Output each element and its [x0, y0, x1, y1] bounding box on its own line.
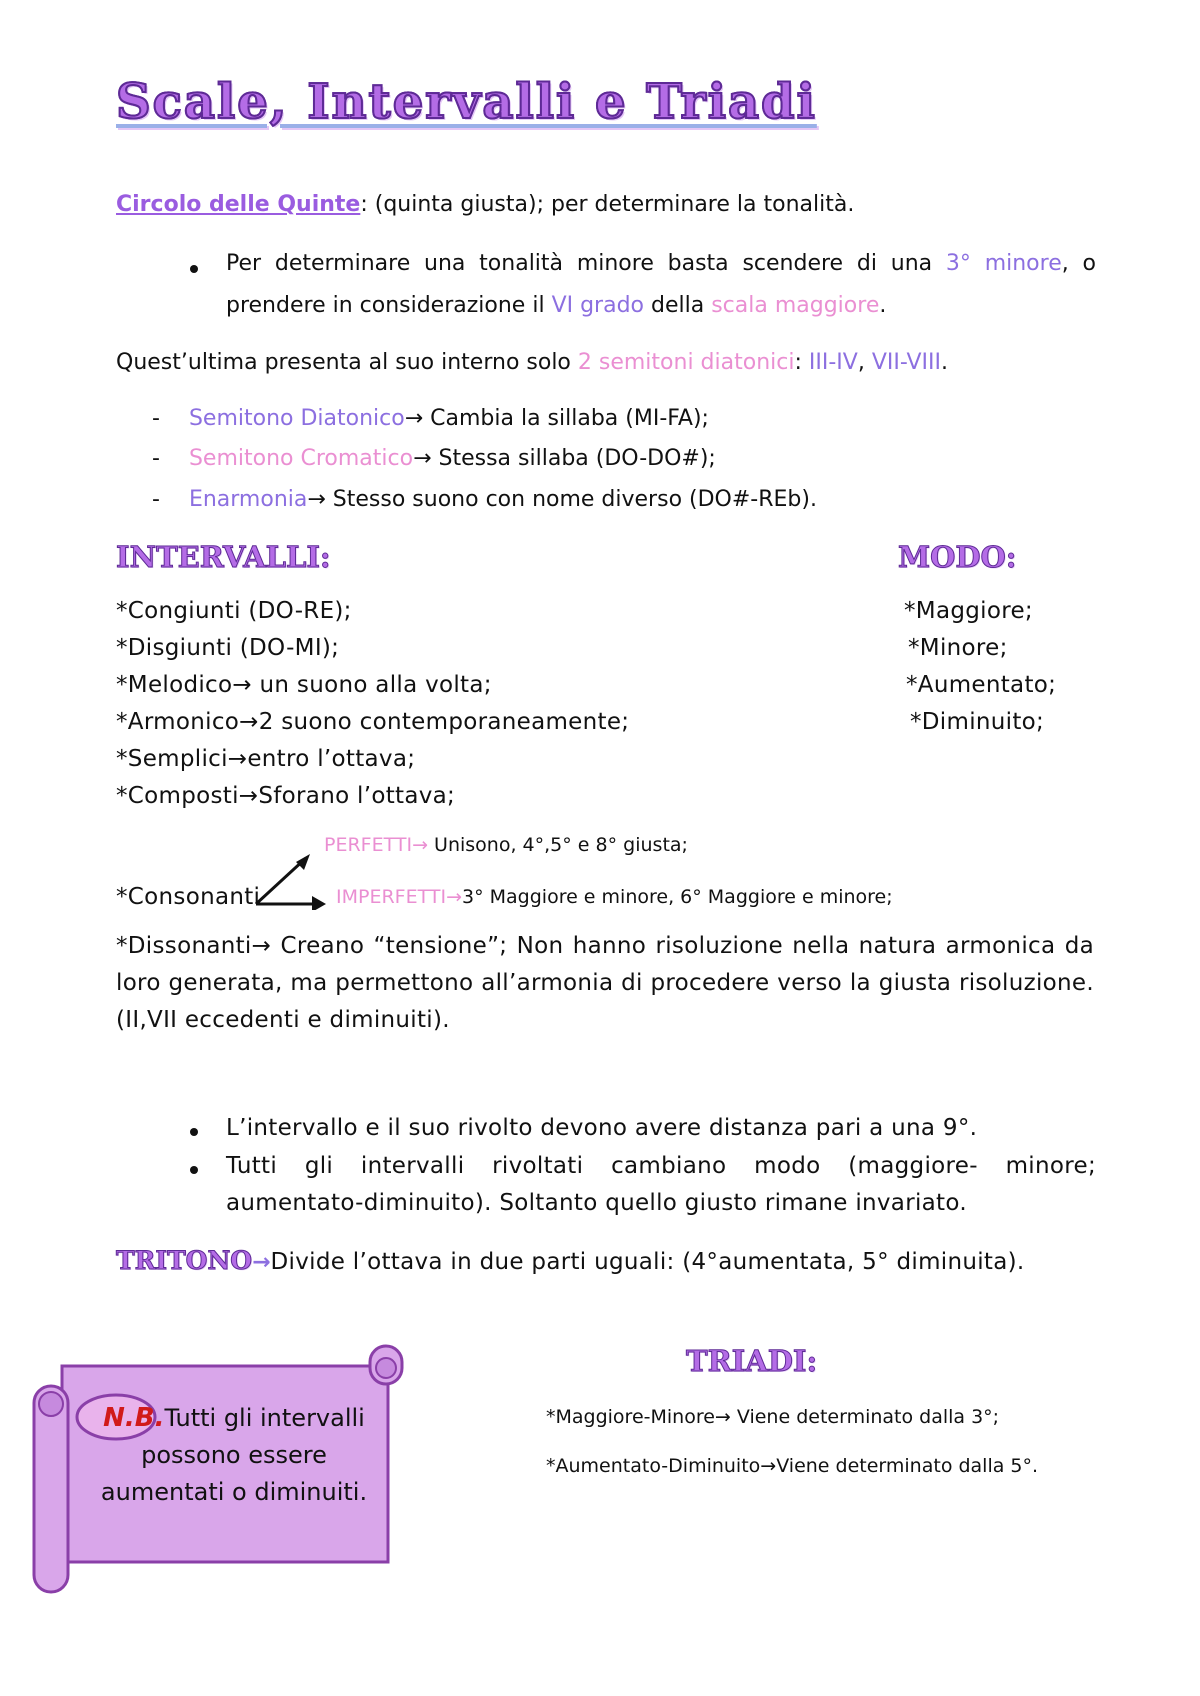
highlight: III-IV: [808, 350, 858, 375]
imperfetti-term: IMPERFETTI: [336, 886, 447, 908]
term: Semitono Diatonico: [188, 406, 405, 431]
nb-body: Tutti gli intervalli possono essere aumentati o diminuiti.: [100, 1404, 368, 1506]
nb-text: [84, 1400, 384, 1511]
arrow-icon: →: [413, 446, 432, 471]
modo-heading: MODO:: [898, 540, 1017, 574]
highlight: VII-VIII: [871, 350, 942, 375]
highlight: scala maggiore: [711, 293, 880, 318]
page-title: Scale, Intervalli e Triadi: [116, 74, 817, 130]
imperfetti-line: [336, 886, 893, 908]
text: della: [644, 293, 712, 318]
branch-arrows-icon: [250, 850, 340, 910]
semitono-item: [152, 406, 709, 431]
semitono-item: [152, 487, 817, 512]
text: :: [794, 350, 809, 375]
text: Per determinare una tonalità minore basta scendere di una: [226, 251, 946, 276]
arrow-icon: →: [252, 1250, 271, 1275]
intervallo-item: *Congiunti (DO-RE);: [116, 598, 352, 624]
bullet-icon: [190, 1166, 198, 1174]
perfetti-line: [324, 834, 688, 856]
dissonanti-paragraph: *Dissonanti→ Creano “tensione”; Non hanno risoluzione nella natura armonica da loro generata, ma permettono all’armonia di procedere verso la giusta risoluzione. (II,VII eccedenti e diminuiti).: [116, 933, 1094, 1033]
perfetti-term: PERFETTI: [324, 834, 413, 856]
nb-label: N.B.: [103, 1403, 165, 1433]
arrow-icon: →: [412, 834, 429, 856]
highlight: 2 semitoni diatonici: [577, 350, 795, 375]
term: Semitono Cromatico: [188, 446, 414, 471]
intervallo-item: *Composti→Sforano l’ottava;: [116, 783, 456, 809]
consonanti-label: *Consonanti: [116, 884, 261, 910]
modo-item: *Minore;: [908, 635, 1008, 661]
triade-item: *Maggiore-Minore→ Viene determinato dalla 3°;: [546, 1406, 1000, 1428]
desc: Stessa sillaba (DO-DO#);: [431, 446, 716, 471]
modo-item: *Diminuito;: [910, 709, 1045, 735]
dash: -: [152, 406, 160, 431]
intervallo-item: *Armonico→2 suono contemporaneamente;: [116, 709, 630, 735]
rivolto-item: Tutti gli intervalli rivoltati cambiano modo (maggiore- minore; aumentato-diminuito). Soltanto quello giusto rimane invariato.: [226, 1153, 1096, 1216]
triade-item: *Aumentato-Diminuito→Viene determinato dalla 5°.: [546, 1455, 1039, 1477]
text: , o prendere in considerazione il: [226, 251, 1096, 318]
modo-item: *Aumentato;: [906, 672, 1057, 698]
dash: -: [152, 487, 160, 512]
term: Enarmonia: [188, 487, 308, 512]
ultima-line: [116, 350, 948, 375]
tritono-line: [116, 1246, 1025, 1275]
intervallo-item: *Melodico→ un suono alla volta;: [116, 672, 492, 698]
circolo-bullet: [226, 243, 1096, 327]
desc: Cambia la sillaba (MI-FA);: [423, 406, 709, 431]
arrow-icon: →: [307, 487, 326, 512]
intervalli-heading: INTERVALLI:: [116, 540, 331, 574]
text: ,: [857, 350, 872, 375]
modo-item: *Maggiore;: [904, 598, 1033, 624]
arrow-icon: →: [446, 886, 462, 908]
dash: -: [152, 446, 160, 471]
bullet-icon: [190, 265, 198, 273]
highlight: VI grado: [551, 293, 645, 318]
text: Quest’ultima presenta al suo interno solo: [116, 350, 578, 375]
tritono-desc: Divide l’ottava in due parti uguali: (4°aumentata, 5° diminuita).: [270, 1249, 1025, 1275]
text: .: [941, 350, 949, 375]
circolo-heading: Circolo delle Quinte: [116, 192, 361, 217]
intervallo-item: *Disgiunti (DO-MI);: [116, 635, 340, 661]
text: .: [879, 293, 887, 318]
tritono-label: TRITONO: [116, 1246, 253, 1275]
circolo-line: [116, 192, 854, 217]
arrow-icon: →: [404, 406, 424, 431]
circolo-rest: : (quinta giusta); per determinare la tonalità.: [360, 192, 855, 217]
semitono-item: [152, 446, 716, 471]
highlight: 3° minore: [945, 251, 1062, 276]
desc: Stesso suono con nome diverso (DO#-REb).: [325, 487, 817, 512]
rivolto-item: L’intervallo e il suo rivolto devono avere distanza pari a una 9°.: [226, 1115, 978, 1141]
imperfetti-desc: 3° Maggiore e minore, 6° Maggiore e minore;: [462, 886, 893, 908]
triadi-heading: TRIADI:: [686, 1344, 818, 1378]
intervallo-item: *Semplici→entro l’ottava;: [116, 746, 416, 772]
bullet-icon: [190, 1128, 198, 1136]
perfetti-desc: Unisono, 4°,5° e 8° giusta;: [428, 834, 688, 856]
